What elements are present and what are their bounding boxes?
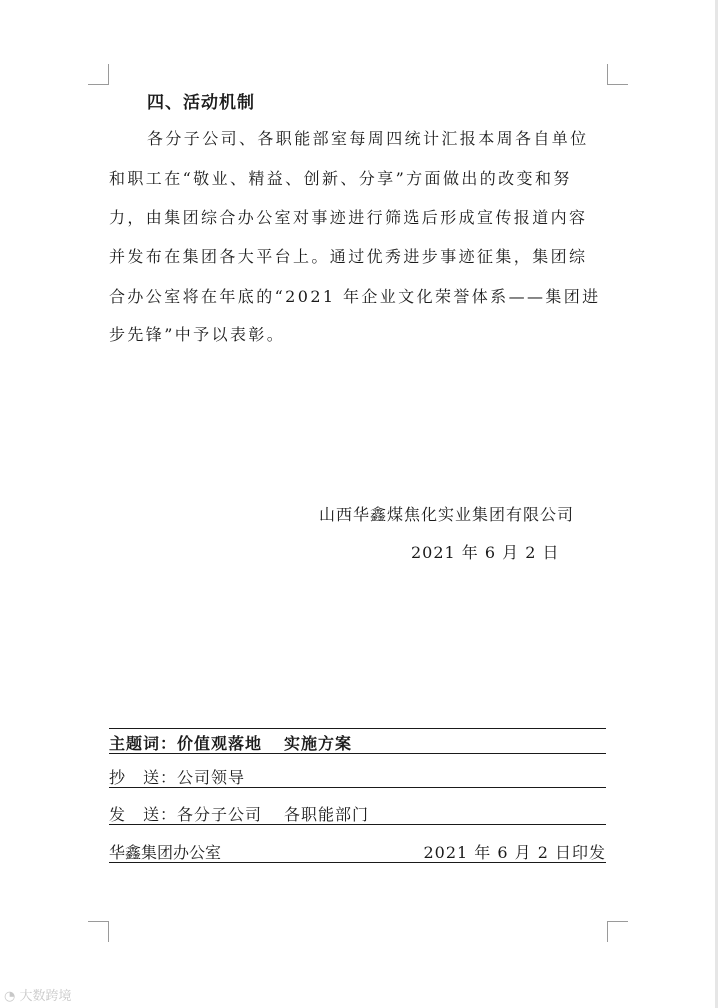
watermark-text: 大数跨境	[19, 989, 72, 1004]
paragraph-line-6: 步先锋”中予以表彰。	[109, 325, 286, 344]
issuer: 华鑫集团办公室	[109, 843, 222, 862]
margin-mark-bottom-left	[88, 921, 109, 942]
paragraph-line-1: 各分子公司、各职能部室每周四统计汇报本周各自单位	[147, 129, 589, 148]
footer-send-row	[109, 802, 606, 825]
margin-mark-top-right	[607, 64, 628, 85]
send-label: 发 送：	[109, 805, 178, 824]
cc-value: 公司领导	[177, 768, 246, 787]
paragraph-line-4: 并发布在集团各大平台上。通过优秀进步事迹征集，集团综	[109, 247, 588, 266]
send-value-1: 各分子公司	[177, 805, 263, 824]
issue-date: 2021 年 6 月 2 日印发	[423, 843, 606, 862]
paragraph-line-5: 合办公室将在年底的“2021 年企业文化荣誉体系——集团进	[109, 287, 601, 306]
paragraph-line-2: 和职工在“敬业、精益、创新、分享”方面做出的改变和努	[109, 169, 572, 188]
footer-issuer-row	[109, 840, 606, 863]
signature-date: 2021 年 6 月 2 日	[411, 543, 560, 562]
send-value-2: 各职能部门	[284, 805, 370, 824]
section-heading: 四、活动机制	[147, 93, 255, 113]
watermark	[4, 985, 72, 1004]
footer-subject-row	[109, 728, 606, 754]
margin-mark-top-left	[88, 64, 109, 85]
cc-label: 抄 送：	[109, 768, 178, 787]
subject-label: 主题词：	[109, 734, 178, 753]
footer-cc-row	[109, 765, 606, 788]
subject-words-1: 价值观落地	[177, 734, 263, 753]
subject-words-2: 实施方案	[284, 734, 353, 753]
margin-mark-bottom-right	[607, 921, 628, 942]
signature-organization: 山西华鑫煤焦化实业集团有限公司	[319, 505, 575, 524]
paragraph-line-3: 力，由集团综合办公室对事迹进行筛选后形成宣传报道内容	[109, 208, 588, 227]
watermark-logo-icon: ◔	[4, 989, 16, 1004]
